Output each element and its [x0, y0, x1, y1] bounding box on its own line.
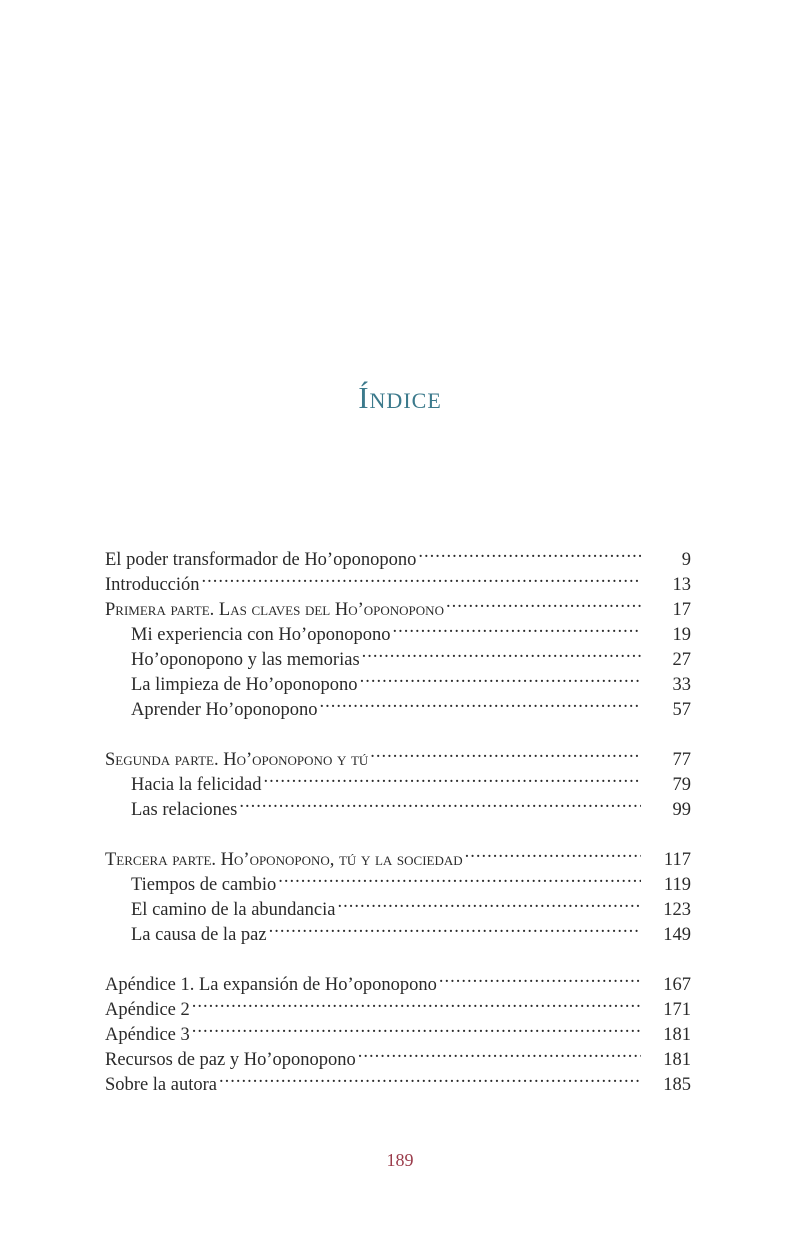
toc-entry-label: Ho’oponopono y las memorias: [131, 650, 360, 670]
dot-leader: [358, 1040, 641, 1065]
toc-entry-label: Mi experiencia con Ho’oponopono: [131, 625, 391, 645]
page-number: 189: [386, 1150, 414, 1170]
dot-leader: [192, 1015, 641, 1040]
toc-part-heading[interactable]: [105, 840, 691, 870]
toc-entry-label: Recursos de paz y Ho’oponopono: [105, 1050, 356, 1070]
toc-entry-page: 77: [672, 750, 691, 770]
toc-entry-page: 181: [663, 1025, 691, 1045]
toc-entry-page: 17: [672, 600, 691, 620]
dot-leader: [446, 590, 641, 615]
toc-entry-label: Segunda parte. Ho’oponopono y tú: [105, 750, 369, 770]
dot-leader: [278, 865, 641, 890]
toc-entry-label: Primera parte. Las claves del Ho’oponopono: [105, 600, 444, 620]
toc-entry-page: 181: [663, 1050, 691, 1070]
dot-leader: [263, 765, 641, 790]
toc-entry-label: Las relaciones: [131, 800, 238, 820]
toc-entry-label: La causa de la paz: [131, 925, 267, 945]
dot-leader: [360, 665, 641, 690]
toc-entry-label: El poder transformador de Ho’oponopono: [105, 550, 417, 570]
toc-group-back: [105, 965, 691, 1095]
toc-entry-label: Introducción: [105, 575, 200, 595]
toc-entry-label: Hacia la felicidad: [131, 775, 262, 795]
toc-group-front: [105, 540, 691, 720]
dot-leader: [269, 915, 641, 940]
toc-part-heading[interactable]: [105, 740, 691, 770]
toc-entry-page: 171: [663, 1000, 691, 1020]
dot-leader: [202, 565, 641, 590]
toc-group-part-three: [105, 840, 691, 945]
page-title: Índice: [358, 380, 442, 415]
toc-entry-page: 9: [681, 550, 691, 570]
toc-group-part-two: [105, 740, 691, 820]
toc-entry-page: 117: [663, 850, 691, 870]
dot-leader: [370, 740, 641, 765]
toc-entry[interactable]: [105, 965, 691, 995]
dot-leader: [465, 840, 641, 865]
toc-entry-page: 79: [672, 775, 691, 795]
dot-leader: [219, 1065, 641, 1090]
toc-entry-page: 167: [663, 975, 691, 995]
toc-entry-label: Tercera parte. Ho’oponopono, tú y la sociedad: [105, 850, 463, 870]
toc-entry-page: 33: [672, 675, 691, 695]
dot-leader: [418, 540, 641, 565]
toc-entry-page: 123: [663, 900, 691, 920]
toc-entry[interactable]: [105, 540, 691, 570]
toc-entry-label: Tiempos de cambio: [131, 875, 277, 895]
toc-entry-label: Sobre la autora: [105, 1075, 217, 1095]
toc-entry-page: 57: [672, 700, 691, 720]
dot-leader: [392, 615, 641, 640]
dot-leader: [239, 790, 641, 815]
toc-entry-page: 99: [672, 800, 691, 820]
toc-entry-label: Apéndice 2: [105, 1000, 190, 1020]
table-of-contents: [105, 540, 691, 1095]
toc-entry-page: 27: [672, 650, 691, 670]
toc-entry-page: 149: [663, 925, 691, 945]
toc-entry-label: Aprender Ho’oponopono: [131, 700, 318, 720]
toc-entry-label: El camino de la abundancia: [131, 900, 336, 920]
toc-entry[interactable]: [105, 1040, 691, 1070]
toc-entry-page: 185: [663, 1075, 691, 1095]
dot-leader: [320, 690, 642, 715]
dot-leader: [362, 640, 641, 665]
toc-entry-label: Apéndice 3: [105, 1025, 190, 1045]
toc-entry-page: 119: [663, 875, 691, 895]
toc-entry-page: 19: [672, 625, 691, 645]
dot-leader: [337, 890, 641, 915]
toc-entry-page: 13: [672, 575, 691, 595]
toc-entry-label: La limpieza de Ho’oponopono: [131, 675, 358, 695]
toc-entry[interactable]: [105, 990, 691, 1020]
toc-entry-label: Apéndice 1. La expansión de Ho’oponopono: [105, 975, 437, 995]
dot-leader: [192, 990, 641, 1015]
toc-entry[interactable]: [105, 1015, 691, 1045]
dot-leader: [439, 965, 641, 990]
